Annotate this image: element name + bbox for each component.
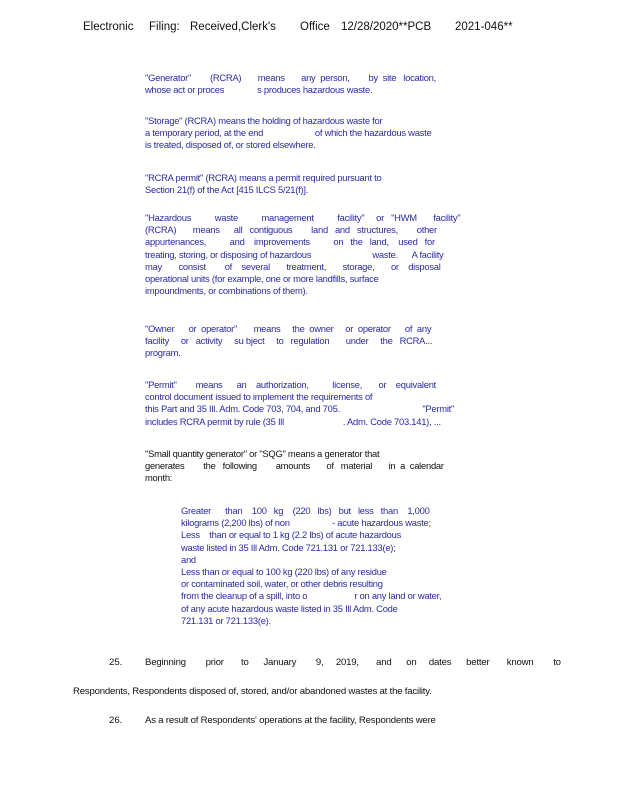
definition-generator	[145, 72, 463, 96]
definition-line: "Owner or operator" means the owner or operator of any	[145, 323, 432, 334]
paragraph-25-text: Beginning prior to January 9, 2019, and on dates better known to	[145, 657, 561, 668]
definition-line: "Permit" means an authorization, license, or equivalent	[145, 379, 437, 390]
definition-line: impoundments, or combinations of them).	[145, 285, 308, 297]
sqg-criteria-line: kilograms (2,200 lbs) of non - acute hazardous waste;	[181, 517, 431, 529]
definition-line: generates the following amounts of material in a calendar	[145, 460, 444, 472]
definition-line: "Hazardous waste management facility" or "HWM facility"	[145, 212, 461, 223]
definition-line: "Small quantity generator" or "SQG" means a generator that	[145, 448, 380, 459]
definition-line: (RCRA) means all contiguous land and structures, other	[145, 224, 437, 236]
sqg-criteria-line: Less than or equal to 100 kg (220 lbs) of any residue	[181, 566, 387, 578]
definition-storage	[145, 115, 463, 152]
definition-line: may consist of several treatment, storage, or disposal	[145, 260, 441, 272]
paragraph-26-number: 26.	[109, 715, 123, 726]
definition-owner-operator	[145, 323, 463, 360]
paragraph-25-text-cont: Respondents, Respondents disposed of, stored, and/or abandoned wastes at the facility.	[73, 686, 432, 697]
header-electronic: Electronic	[83, 21, 134, 33]
header-office: Office	[300, 21, 330, 33]
definition-line: this Part and 35 Ill. Adm. Code 703, 704, and 705. "Permit"	[145, 403, 455, 415]
header-filing: Filing:	[149, 21, 180, 33]
paragraph-26-line-1	[145, 715, 436, 726]
paragraph-26-text: As a result of Respondents' operations at the facility, Respondents were	[145, 715, 436, 726]
sqg-criteria-line: 721.131 or 721.133(e).	[181, 614, 271, 626]
header-received: Received,Clerk's	[190, 21, 276, 33]
definition-line: operational units (for example, one or more landfills, surface	[145, 273, 379, 285]
definition-line: a temporary period, at the end of which the hazardous waste	[145, 127, 432, 139]
definition-line: treating, storing, or disposing of hazardous waste. A facility	[145, 248, 444, 260]
paragraph-25-line-2	[73, 686, 432, 697]
header-docket: 2021-046**	[455, 21, 513, 33]
definition-line: appurtenances, and improvements on the land, used for	[145, 236, 435, 248]
sqg-criteria-line: Less than or equal to 1 kg (2.2 lbs) of acute hazardous	[181, 529, 402, 541]
definition-line: is treated, disposed of, or stored elsewhere.	[145, 139, 316, 151]
sqg-criteria-line: of any acute hazardous waste listed in 35 Ill Adm. Code	[181, 602, 398, 614]
definition-line: facility or activity su bject to regulation under the RCRA...	[145, 335, 433, 347]
definition-line: month:	[145, 472, 173, 484]
definition-line: includes RCRA permit by rule (35 Ill . Adm. Code 703.141), ...	[145, 415, 441, 427]
sqg-criteria-line: from the cleanup of a spill, into o r on any land or water,	[181, 590, 442, 602]
sqg-criteria-line: and	[181, 553, 196, 565]
definition-line: "Generator" (RCRA) means any person, by site location,	[145, 72, 436, 83]
sqg-criteria	[181, 505, 463, 627]
definition-hwm-facility	[145, 212, 463, 297]
sqg-criteria-line: waste listed in 35 Ill Adm. Code 721.131 or 721.133(e);	[181, 541, 396, 553]
definition-rcra-permit	[145, 172, 463, 196]
paragraph-25-number: 25.	[109, 657, 123, 668]
paragraph-25-line-1	[145, 657, 561, 668]
sqg-criteria-line: Greater than 100 kg (220 lbs) but less than 1,000	[181, 505, 430, 516]
definition-line: whose act or proces s produces hazardous waste.	[145, 84, 373, 96]
definition-permit	[145, 379, 463, 428]
definition-sqg	[145, 448, 463, 485]
definition-line: Section 21(f) of the Act [415 ILCS 5/21(f)].	[145, 184, 309, 196]
sqg-criteria-line: or contaminated soil, water, or other debris resulting	[181, 578, 383, 590]
definition-line: "Storage" (RCRA) means the holding of hazardous waste for	[145, 115, 383, 126]
definition-line: program.	[145, 347, 181, 359]
header-date: 12/28/2020**PCB	[341, 21, 432, 33]
definition-line: control document issued to implement the requirements of	[145, 391, 373, 403]
definition-line: "RCRA permit" (RCRA) means a permit required pursuant to	[145, 172, 382, 183]
